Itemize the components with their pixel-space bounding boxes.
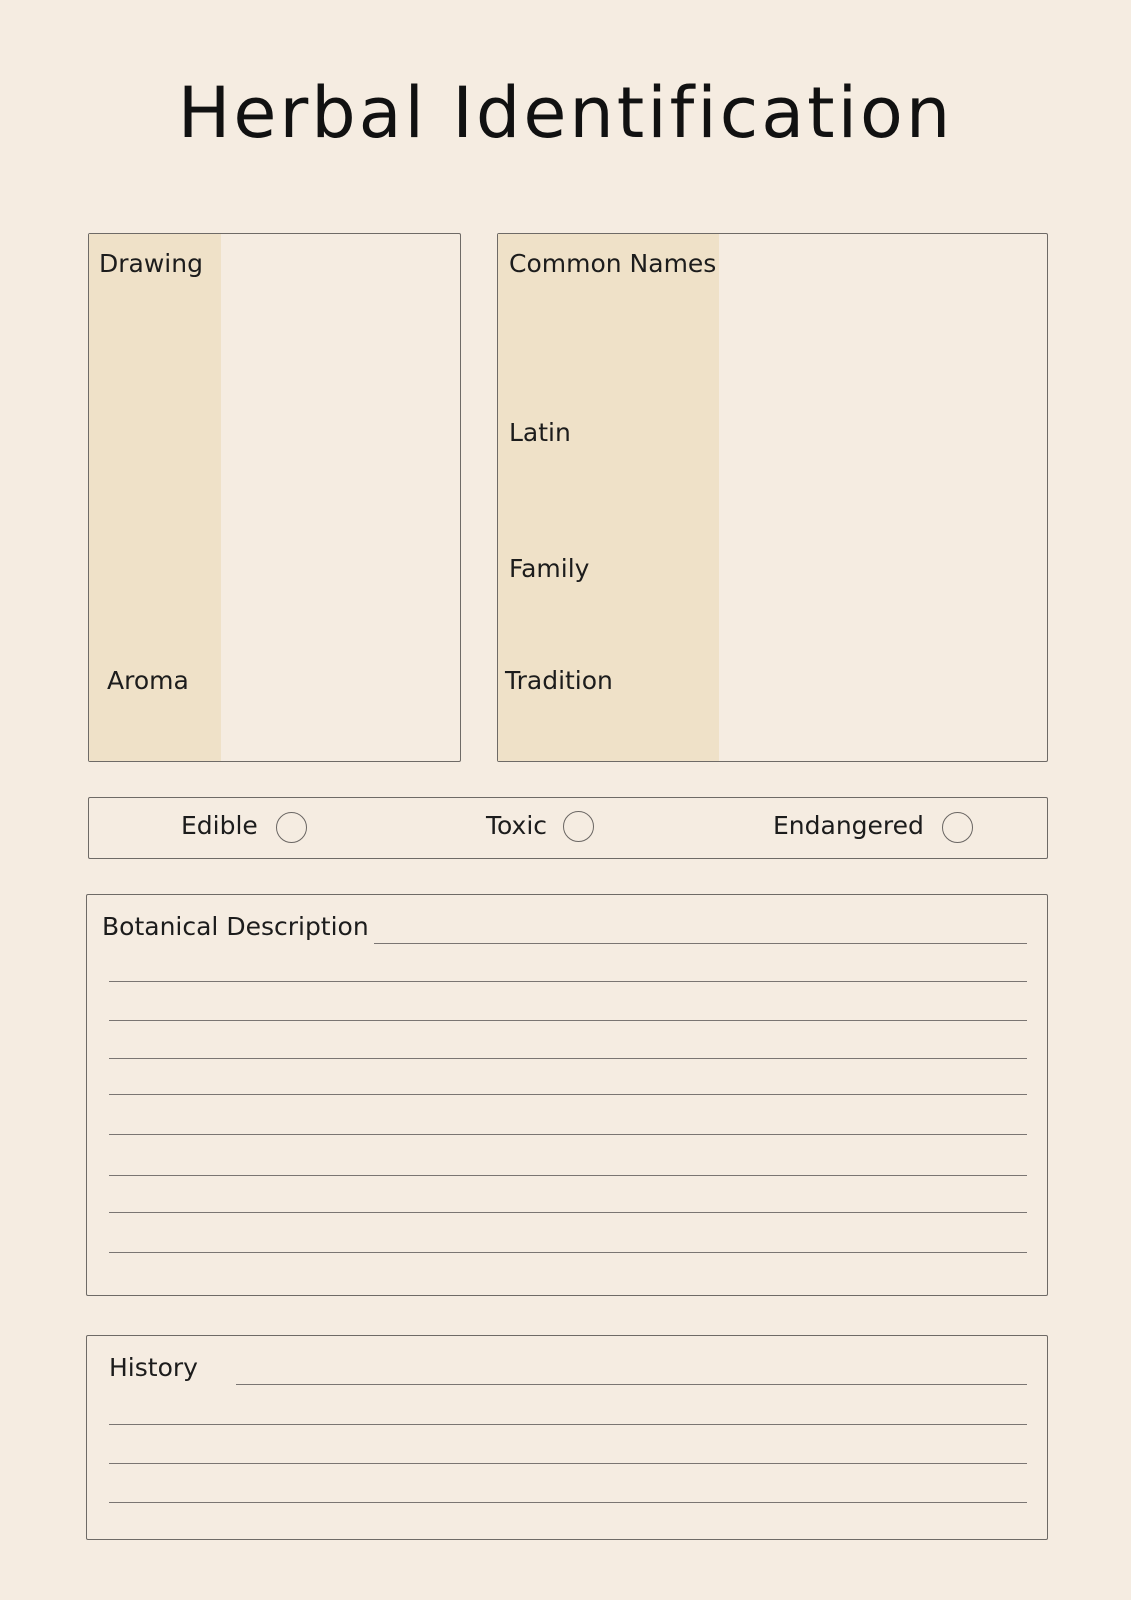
writing-line[interactable]	[109, 1252, 1027, 1253]
writing-line[interactable]	[109, 1502, 1027, 1503]
writing-line[interactable]	[109, 1463, 1027, 1464]
writing-line[interactable]	[109, 1058, 1027, 1059]
aroma-label: Aroma	[107, 666, 189, 695]
latin-label: Latin	[509, 418, 571, 447]
toxic-radio[interactable]	[563, 811, 594, 842]
writing-line[interactable]	[109, 1094, 1027, 1095]
common-names-label: Common Names	[509, 249, 717, 278]
botanical-description-section	[86, 894, 1048, 1296]
endangered-radio[interactable]	[942, 812, 973, 843]
names-panel	[497, 233, 1048, 762]
endangered-label: Endangered	[773, 811, 924, 840]
drawing-label: Drawing	[99, 249, 203, 278]
toxic-label: Toxic	[486, 811, 548, 840]
edible-label: Edible	[181, 811, 258, 840]
history-label: History	[109, 1353, 198, 1382]
botanical-description-label: Botanical Description	[102, 912, 369, 941]
history-section	[86, 1335, 1048, 1540]
writing-line[interactable]	[109, 1134, 1027, 1135]
writing-line[interactable]	[109, 981, 1027, 982]
writing-line[interactable]	[109, 1175, 1027, 1176]
writing-line[interactable]	[109, 1020, 1027, 1021]
drawing-area[interactable]	[221, 234, 460, 761]
properties-row	[88, 797, 1048, 859]
names-entry-area[interactable]	[719, 234, 1047, 761]
family-label: Family	[509, 554, 590, 583]
writing-line[interactable]	[109, 1212, 1027, 1213]
writing-line[interactable]	[109, 1424, 1027, 1425]
tradition-label: Tradition	[505, 666, 613, 695]
page-title: Herbal Identification	[177, 72, 954, 154]
writing-line[interactable]	[374, 943, 1027, 944]
edible-radio[interactable]	[276, 812, 307, 843]
writing-line[interactable]	[236, 1384, 1027, 1385]
drawing-panel	[88, 233, 461, 762]
